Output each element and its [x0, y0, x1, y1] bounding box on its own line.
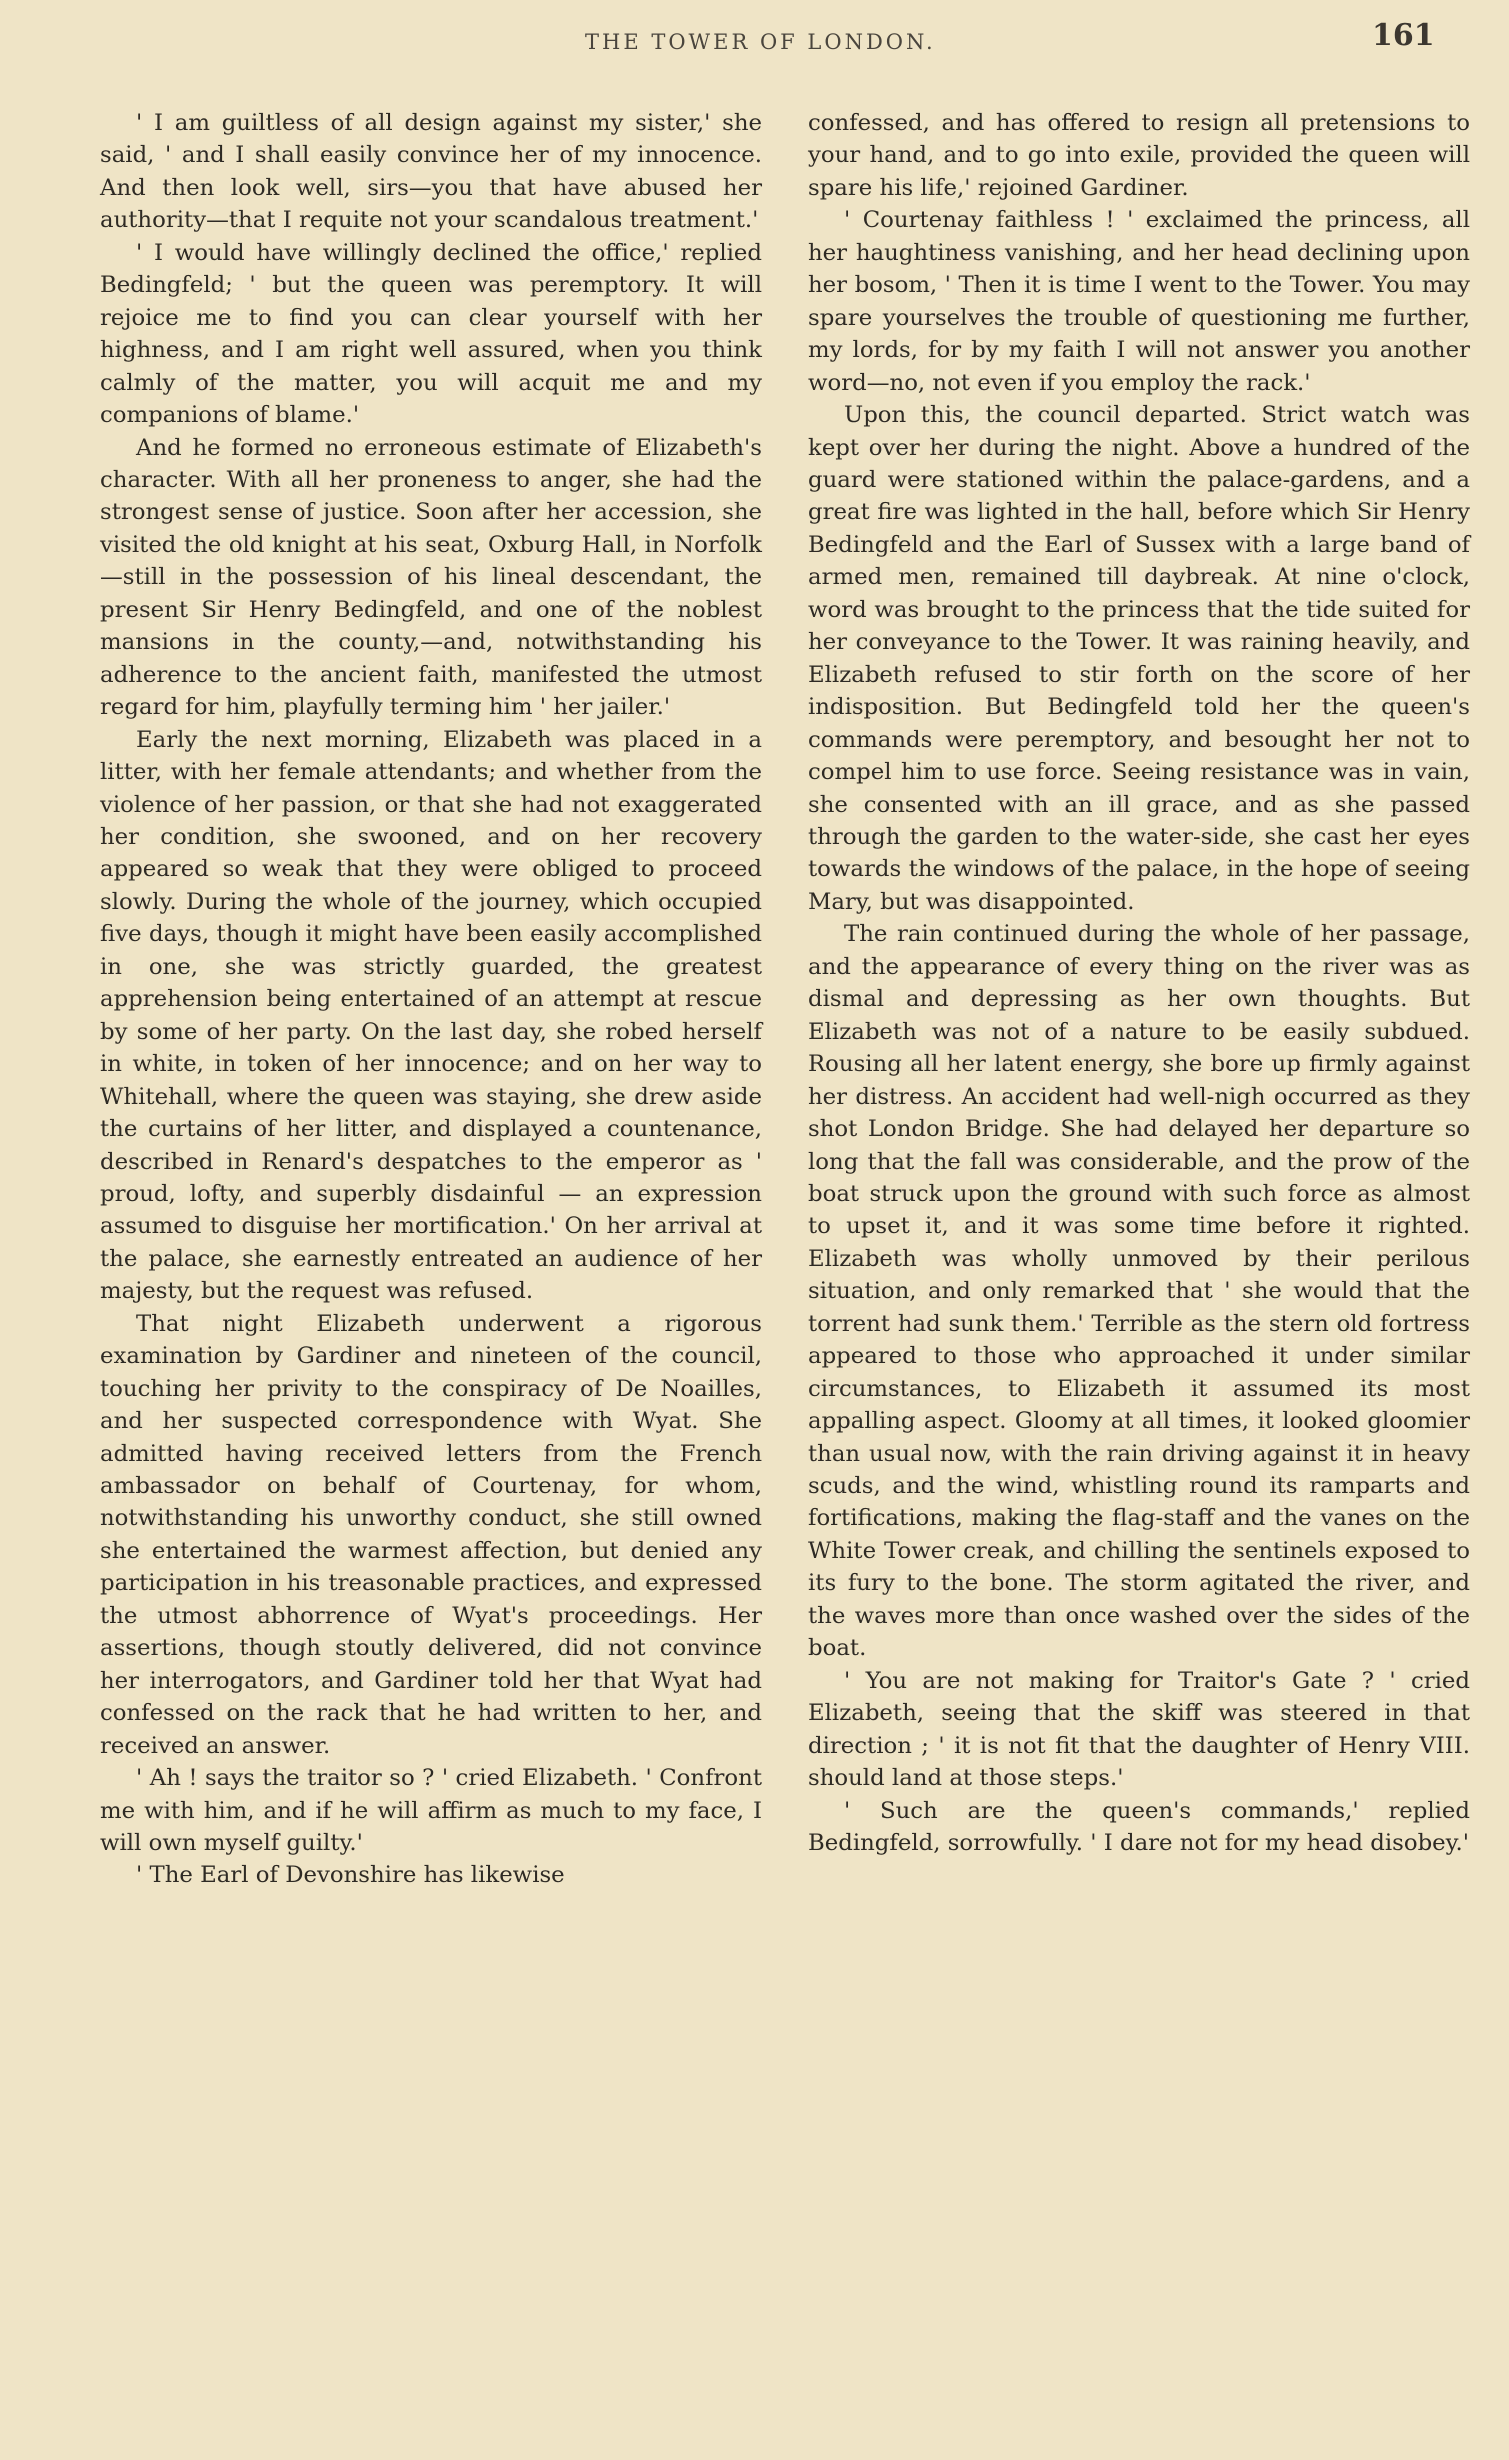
right-column — [808, 107, 1470, 1892]
left-column — [100, 107, 762, 1892]
paragraph: ' Ah ! says the traitor so ? ' cried Elizabeth. ' Confront me with him, and if he will affirm as much to my face, I will own myself guilty.' — [100, 1765, 762, 1857]
paragraph: ' The Earl of Devonshire has likewise — [136, 1862, 565, 1889]
paragraph: And he formed no erroneous estimate of Elizabeth's character. With all her proneness to anger, she had the strongest sense of justice. Soon after her accession, she visited the old knight at his seat, Oxburg Hall, in Norfolk—still in the possession of his lineal descendant, the present Sir Henry Bedingfeld, and one of the noblest mansions in the county,—and, notwithstanding his adherence to the ancient faith, manifested the utmost regard for him, playfully terming him ' her jailer.' — [100, 434, 762, 721]
paragraph: The rain continued during the whole of her passage, and the appearance of every thing on the river was as dismal and depressing as her own thoughts. But Elizabeth was not of a nature to be easily subdued. Rousing all her latent energy, she bore up firmly against her distress. An accident had well-nigh occurred as they shot London Bridge. She had delayed her departure so long that the fall was considerable, and the prow of the boat struck upon the ground with such force as almost to upset it, and it was some time before it righted. Elizabeth was wholly unmoved by their perilous situation, and only remarked that ' she would that the torrent had sunk them.' Terrible as the stern old fortress appeared to those who approached it under similar circumstances, to Elizabeth it assumed its most appalling aspect. Gloomy at all times, it looked gloomier than usual now, with the rain driving against it in heavy scuds, and the wind, whistling round its ramparts and fortifications, making the flag-staff and the vanes on the White Tower creak, and chilling the sentinels exposed to its fury to the bone. The storm agitated the river, and the waves more than once washed over the sides of the boat. — [808, 921, 1470, 1662]
paragraph: That night Elizabeth underwent a rigorous examination by Gardiner and nineteen of the council, touching her privity to the conspiracy of De Noailles, and her suspected correspondence with Wyat. She admitted having received letters from the French ambassador on behalf of Courtenay, for whom, notwithstanding his unworthy conduct, she still owned she entertained the warmest affection, but denied any participation in his treasonable practices, and expressed the utmost abhorrence of Wyat's proceedings. Her assertions, though stoutly delivered, did not convince her interrogators, and Gardiner told her that Wyat had confessed on the rack that he had written to her, and received an answer. — [100, 1310, 762, 1759]
paragraph: ' You are not making for Traitor's Gate ? ' cried Elizabeth, seeing that the skiff was steered in that direction ; ' it is not fit that the daughter of Henry VIII. should land at those steps.' — [808, 1667, 1470, 1792]
paragraph: Upon this, the council departed. Strict watch was kept over her during the night. Above a hundred of the guard were stationed within the palace-gardens, and a great fire was lighted in the hall, before which Sir Henry Bedingfeld and the Earl of Sussex with a large band of armed men, remained till daybreak. At nine o'clock, word was brought to the princess that the tide suited for her conveyance to the Tower. It was raining heavily, and Elizabeth refused to stir forth on the score of her indisposition. But Bedingfeld told her the queen's commands were peremptory, and besought her not to compel him to use force. Seeing resistance was in vain, she consented with an ill grace, and as she passed through the garden to the water-side, she cast her eyes towards the windows of the palace, in the hope of seeing Mary, but was disappointed. — [808, 402, 1470, 915]
page-number: 161 — [1372, 18, 1435, 53]
running-title: THE TOWER OF LONDON. — [585, 30, 936, 54]
paragraph: ' Courtenay faithless ! ' exclaimed the princess, all her haughtiness vanishing, and her head declining upon her bosom, ' Then it is time I went to the Tower. You may spare yourselves the trouble of questioning me further, my lords, for by my faith I will not answer you another word—no, not even if you employ the rack.' — [808, 207, 1470, 396]
paragraph: ' I am guiltless of all design against my sister,' she said, ' and I shall easily convince her of my innocence. And then look well, sirs—you that have abused her authority—that I requite not your scandalous treatment.' — [100, 110, 762, 234]
paragraph: ' I would have willingly declined the office,' replied Bedingfeld; ' but the queen was peremptory. It will rejoice me to find you can clear yourself with her highness, and I am right well assured, when you think calmly of the matter, you will acquit me and my companions of blame.' — [100, 239, 762, 429]
text-columns — [100, 107, 1470, 1892]
page-header — [100, 10, 1479, 65]
paragraph: Early the next morning, Elizabeth was placed in a litter, with her female attendants; and whether from the violence of her passion, or that she had not exaggerated her condition, she swooned, and on her recovery appeared so weak that they were obliged to proceed slowly. During the whole of the journey, which occupied five days, though it might have been easily accomplished in one, she was strictly guarded, the greatest apprehension being entertained of an attempt at rescue by some of her party. On the last day, she robed herself in white, in token of her innocence; and on her way to Whitehall, where the queen was staying, she drew aside the curtains of her litter, and displayed a countenance, described in Renard's despatches to the emperor as ' proud, lofty, and superbly disdainful — an expression assumed to disguise her mortification.' On her arrival at the palace, she earnestly entreated an audience of her majesty, but the request was refused. — [100, 726, 762, 1305]
paragraph: ' Such are the queen's commands,' replied Bedingfeld, sorrowfully. ' I dare not for my head disobey.' — [808, 1797, 1470, 1857]
paragraph-continuation: confessed, and has offered to resign all pretensions to your hand, and to go into exile, provided the queen will spare his life,' rejoined Gardiner. — [808, 110, 1470, 201]
